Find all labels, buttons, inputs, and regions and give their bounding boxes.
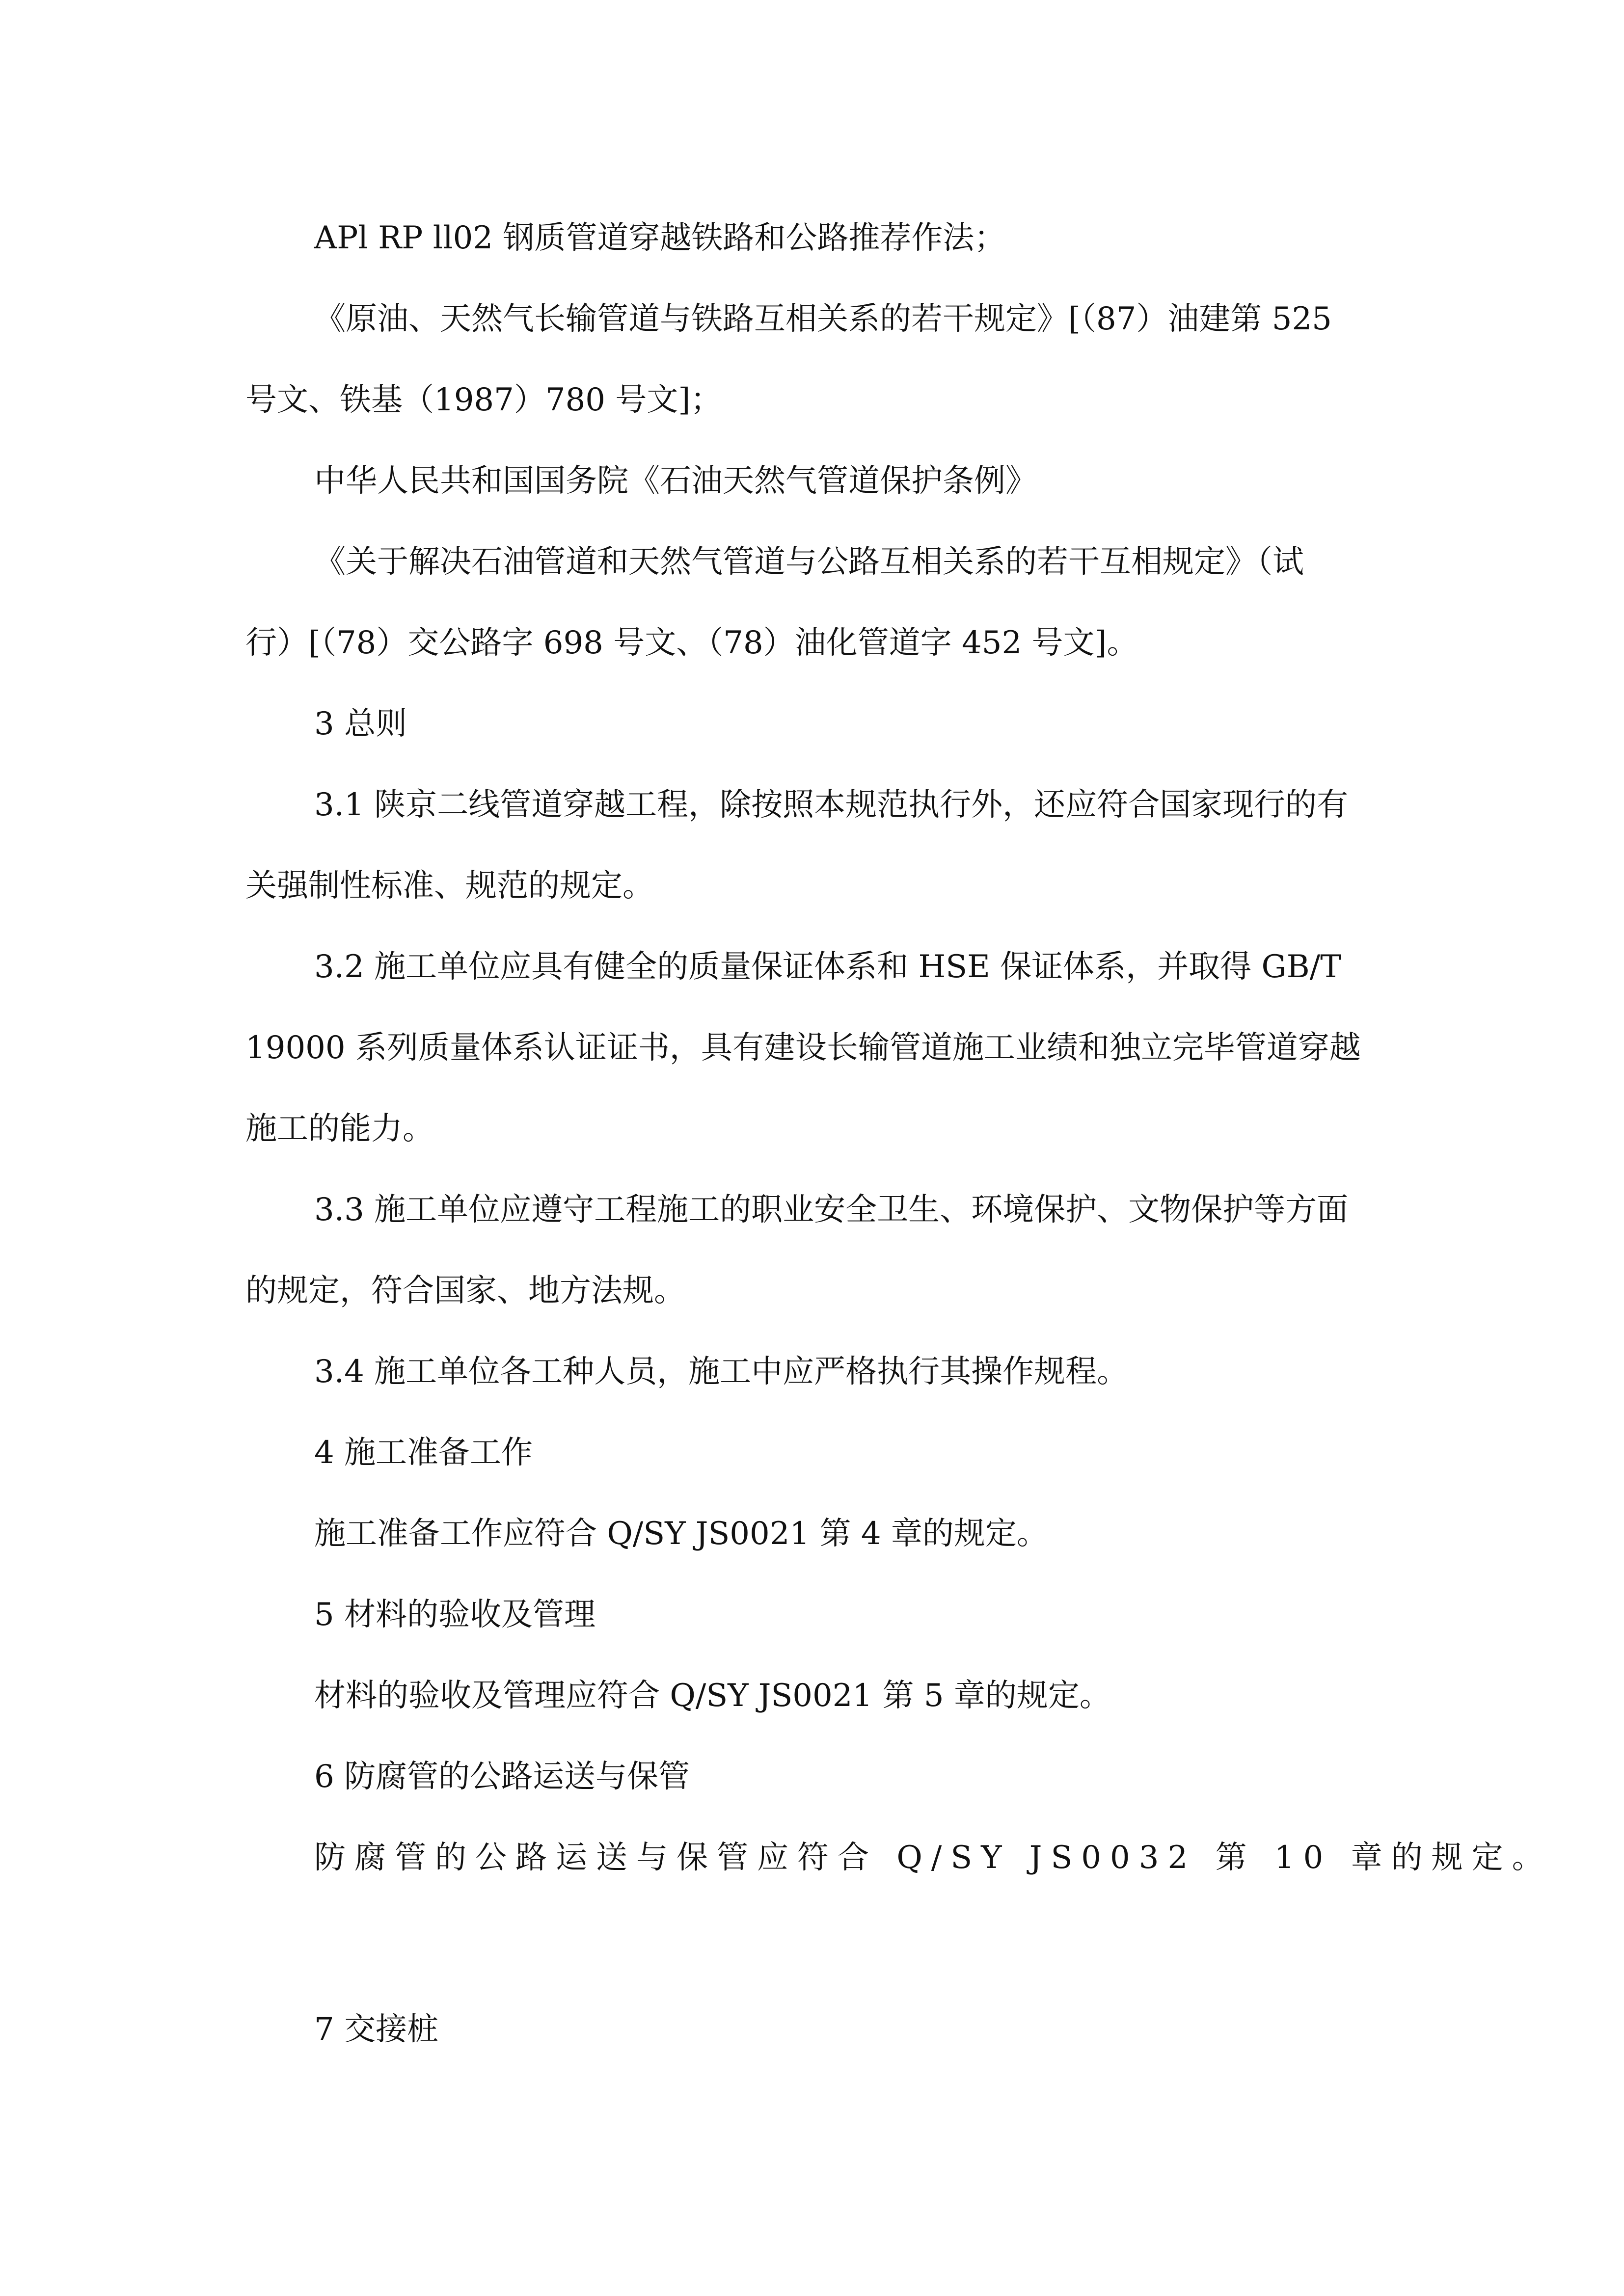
clause-3-2-line-2: 19000 系列质量体系认证证书，具有建设长输管道施工业绩和独立完毕管道穿越 bbox=[245, 1030, 1361, 1066]
reference-highway-relations-line-1: 《关于解决石油管道和天然气管道与公路互相关系的若干互相规定》（试 bbox=[314, 544, 1304, 580]
reference-crude-oil-rail-line-2: 号文、铁基（1987）780 号文]； bbox=[245, 382, 722, 418]
clause-3-3-line-1: 3.3 施工单位应遵守工程施工的职业安全卫生、环境保护、文物保护等方面 bbox=[314, 1192, 1349, 1228]
reference-api-rp-1102: APl RP ll02 钢质管道穿越铁路和公路推荐作法； bbox=[314, 220, 1006, 256]
clause-3-3-line-2: 的规定，符合国家、地方法规。 bbox=[245, 1273, 685, 1309]
section-6-body: 防腐管的公路运送与保管应符合 Q/SY JS0032 第 10 章的规定。 bbox=[314, 1840, 1552, 1876]
section-5-body: 材料的验收及管理应符合 Q/SY JS0021 第 5 章的规定。 bbox=[314, 1678, 1111, 1714]
clause-3-1-line-2: 关强制性标准、规范的规定。 bbox=[245, 868, 654, 904]
clause-3-2-line-3: 施工的能力。 bbox=[245, 1111, 434, 1147]
clause-3-4: 3.4 施工单位各工种人员，施工中应严格执行其操作规程。 bbox=[314, 1354, 1129, 1390]
reference-crude-oil-rail-line-1: 《原油、天然气长输管道与铁路互相关系的若干规定》[（87）油建第 525 bbox=[314, 301, 1332, 337]
section-heading-7: 7 交接桩 bbox=[314, 2011, 439, 2048]
section-heading-3: 3 总则 bbox=[314, 706, 407, 742]
reference-highway-relations-line-2: 行）[（78）交公路字 698 号文、（78）油化管道字 452 号文]。 bbox=[245, 625, 1138, 661]
section-heading-5: 5 材料的验收及管理 bbox=[314, 1597, 596, 1633]
clause-3-1-line-1: 3.1 陕京二线管道穿越工程，除按照本规范执行外，还应符合国家现行的有 bbox=[314, 787, 1349, 823]
section-heading-6: 6 防腐管的公路运送与保管 bbox=[314, 1759, 690, 1795]
section-4-body: 施工准备工作应符合 Q/SY JS0021 第 4 章的规定。 bbox=[314, 1516, 1048, 1552]
reference-pipeline-protection-regulation: 中华人民共和国国务院《石油天然气管道保护条例》 bbox=[314, 463, 1037, 499]
section-heading-4: 4 施工准备工作 bbox=[314, 1435, 533, 1471]
clause-3-2-line-1: 3.2 施工单位应具有健全的质量保证体系和 HSE 保证体系，并取得 GB/T bbox=[314, 949, 1341, 985]
